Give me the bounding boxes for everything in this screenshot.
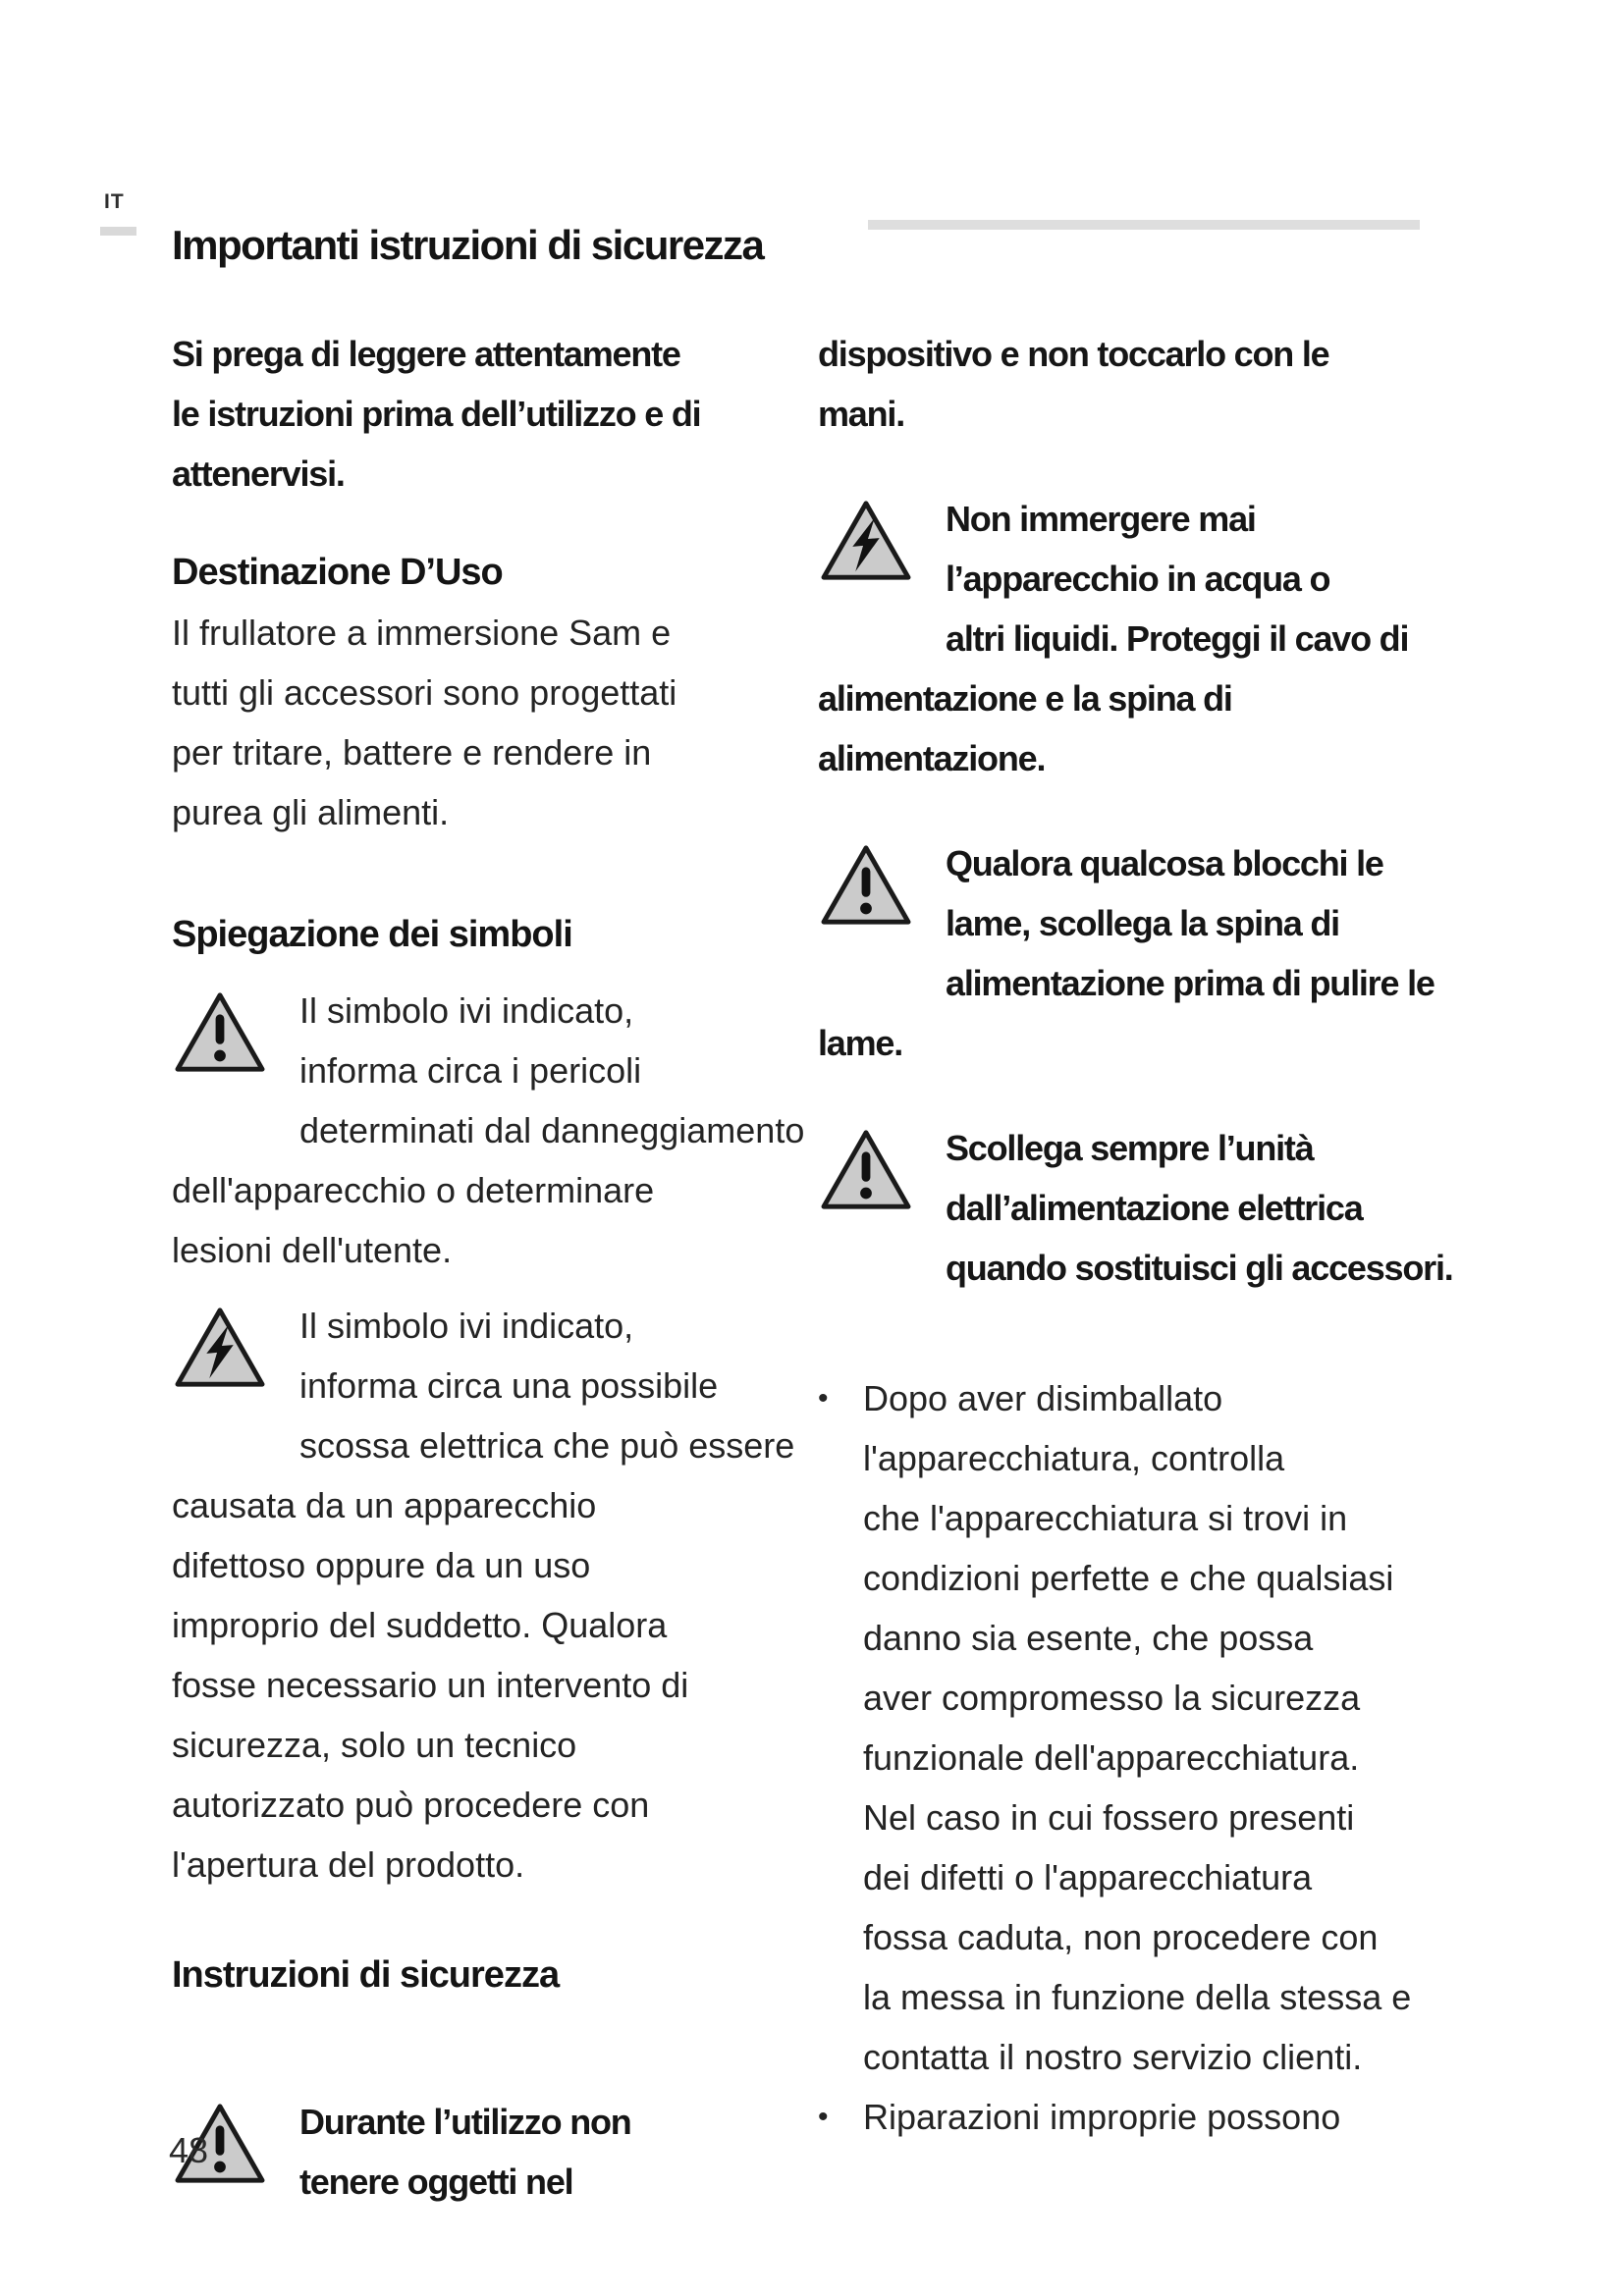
text-line: danno sia esente, che possa: [863, 1618, 1314, 1658]
text-line: l'apparecchiatura, controlla: [863, 1438, 1285, 1478]
text-line: l’apparecchio in acqua o: [946, 559, 1330, 599]
language-tag: IT: [104, 190, 125, 213]
text-line: purea gli alimenti.: [172, 792, 450, 832]
text-line: dell'apparecchio o determinare: [172, 1170, 655, 1210]
warning-lightning-icon: [818, 497, 914, 585]
text-line: l'apertura del prodotto.: [172, 1844, 525, 1885]
safety-bullet-list: [818, 1368, 1420, 2147]
bullet-text: [863, 1368, 1411, 2087]
text-line: Riparazioni improprie possono: [863, 2097, 1341, 2137]
text-line: alimentazione e la spina di: [818, 678, 1232, 719]
page-number: 48: [169, 2130, 209, 2170]
text-line: Nel caso in cui fossero presenti: [863, 1797, 1355, 1838]
text-line: Il simbolo ivi indicato,: [299, 990, 634, 1031]
text-line: informa circa una possibile: [299, 1365, 719, 1406]
text-line: scossa elettrica che può essere: [299, 1425, 795, 1466]
text-line: dei difetti o l'apparecchiatura: [863, 1857, 1313, 1897]
text-line: difettoso oppure da un uso: [172, 1545, 591, 1585]
text-line: tutti gli accessori sono progettati: [172, 672, 677, 713]
warning-exclamation-icon: [818, 841, 914, 930]
bullet-icon: •: [818, 2101, 829, 2133]
continuation-paragraph: [818, 324, 1420, 444]
warning-lightning-icon: [172, 1304, 268, 1392]
warning-hold-paragraph: [172, 2092, 733, 2227]
warning-exclamation-icon: [818, 1126, 914, 1214]
intro-paragraph: [172, 324, 733, 504]
text-line: lame, scollega la spina di: [946, 903, 1339, 943]
list-item: [818, 1368, 1420, 2087]
title-rule: [868, 220, 1420, 230]
text-line: Il simbolo ivi indicato,: [299, 1306, 634, 1346]
symbol-electric-paragraph: [172, 1296, 795, 1895]
text-line: mani.: [818, 394, 905, 434]
usage-paragraph: [172, 603, 733, 842]
text-line: Non immergere mai: [946, 499, 1256, 539]
text-line: quando sostituisci gli accessori.: [946, 1248, 1453, 1288]
text-line: determinati dal danneggiamento: [299, 1110, 805, 1150]
text-line: condizioni perfette e che qualsiasi: [863, 1558, 1394, 1598]
page-title: Importanti istruzioni di sicurezza: [172, 222, 764, 269]
text-line: lame.: [818, 1023, 903, 1063]
bullet-text: [863, 2087, 1340, 2147]
warning-disconnect-paragraph: [818, 1118, 1453, 1298]
text-line: la messa in funzione della stessa e: [863, 1977, 1412, 2017]
section-heading-usage: Destinazione D’Uso: [172, 552, 503, 593]
text-line: funzionale dell'apparecchiatura.: [863, 1737, 1360, 1778]
text-line: Si prega di leggere attentamente: [172, 334, 680, 374]
text-line: fossa caduta, non procedere con: [863, 1917, 1379, 1957]
text-line: altri liquidi. Proteggi il cavo di: [946, 618, 1409, 659]
text-line: autorizzato può procedere con: [172, 1785, 650, 1825]
symbol-warning-paragraph: [172, 981, 805, 1280]
text-line: che l'apparecchiatura si trovi in: [863, 1498, 1348, 1538]
text-line: lesioni dell'utente.: [172, 1230, 453, 1270]
text-line: causata da un apparecchio: [172, 1485, 597, 1525]
text-line: improprio del suddetto. Qualora: [172, 1605, 668, 1645]
language-tag-underline: [100, 227, 136, 236]
text-line: le istruzioni prima dell’utilizzo e di: [172, 394, 701, 434]
list-item: [818, 2087, 1420, 2147]
text-line: sicurezza, solo un tecnico: [172, 1725, 577, 1765]
text-line: dall’alimentazione elettrica: [946, 1188, 1363, 1228]
text-line: Il frullatore a immersione Sam e: [172, 613, 672, 653]
text-line: alimentazione.: [818, 738, 1046, 778]
text-line: tenere oggetti nel: [299, 2162, 573, 2202]
text-line: attenervisi.: [172, 454, 345, 494]
bullet-icon: •: [818, 1382, 829, 1415]
text-line: per tritare, battere e rendere in: [172, 732, 652, 773]
text-line: Scollega sempre l’unità: [946, 1128, 1314, 1168]
warning-blades-paragraph: [818, 833, 1435, 1073]
left-column: [172, 324, 805, 2227]
text-line: fosse necessario un intervento di: [172, 1665, 689, 1705]
text-line: Qualora qualcosa blocchi le: [946, 843, 1383, 883]
text-line: contatta il nostro servizio clienti.: [863, 2037, 1363, 2077]
text-line: alimentazione prima di pulire le: [946, 963, 1435, 1003]
text-line: Dopo aver disimballato: [863, 1378, 1223, 1418]
warning-immersion-paragraph: [818, 489, 1420, 788]
section-heading-safety: Instruzioni di sicurezza: [172, 1954, 560, 1996]
right-column: [818, 324, 1453, 2227]
section-heading-symbols: Spiegazione dei simboli: [172, 914, 572, 955]
content-columns: [172, 324, 1453, 2227]
warning-exclamation-icon: [172, 988, 268, 1077]
text-line: Durante l’utilizzo non: [299, 2102, 631, 2142]
text-line: aver compromesso la sicurezza: [863, 1678, 1361, 1718]
text-line: informa circa i pericoli: [299, 1050, 642, 1091]
text-line: dispositivo e non toccarlo con le: [818, 334, 1329, 374]
